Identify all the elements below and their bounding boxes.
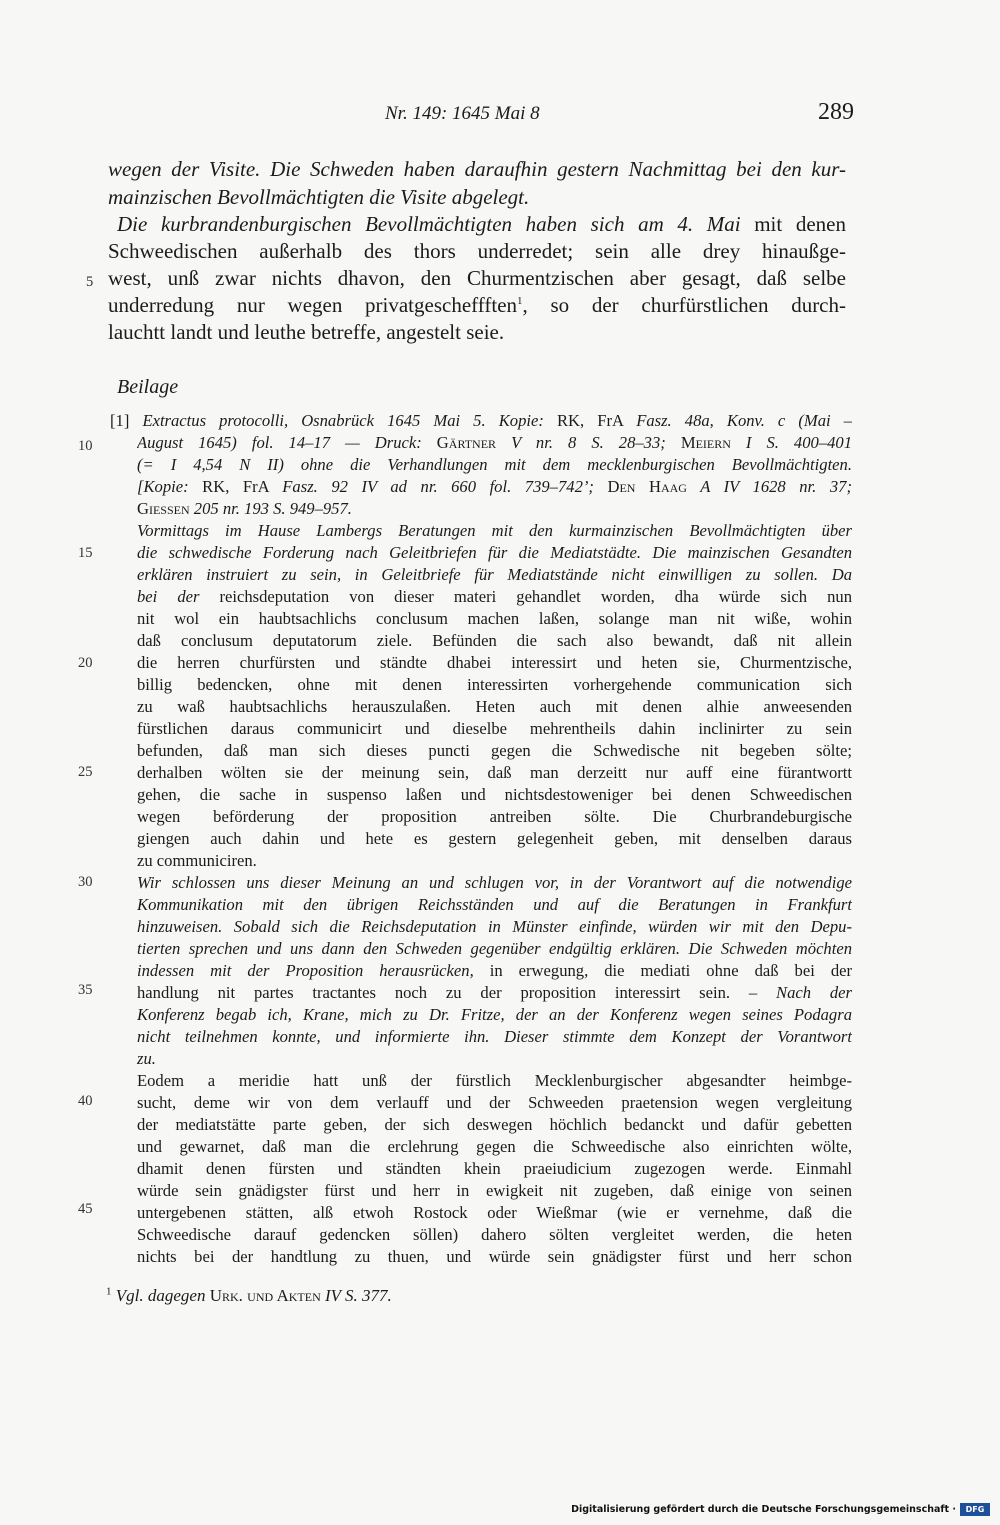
text-line: hinzuweisen. Sobald sich die Reichsdeputation in Münster einfinde, würden wir mit den Depu- [137, 917, 852, 936]
text-line: erklären instruiert zu sein, in Geleitbriefe für Mediatstände nicht einwilligen zu sollen. Da [137, 565, 852, 584]
text-line: nicht teilnehmen konnte, und informierte ihn. Dieser stimmte dem Konzept der Vorantwort [137, 1027, 852, 1046]
text-line: die schwedische Forderung nach Geleitbriefen für die Mediatstädte. Die mainzischen Gesandten [137, 543, 852, 562]
text-line: handlung nit partes tractantes noch zu der proposition interessirt sein. – Nach der [137, 983, 852, 1002]
text-line: und gewarnet, daß man die erclehrung gegen die Schweedische also einrichten wölte, [137, 1137, 852, 1156]
line-number: 10 [78, 438, 93, 454]
running-title: Nr. 149: 1645 Mai 8 [385, 103, 540, 124]
text-line: Giessen 205 nr. 193 S. 949–957. [137, 499, 352, 518]
text-line: sucht, deme wir von dem verlauff und der Schweeden praetension wegen vergleitung [137, 1093, 852, 1112]
text-line: [1] Extractus protocolli, Osnabrück 1645 Mai 5. Kopie: RK, FrA Fasz. 48a, Konv. c (Mai – [110, 411, 852, 430]
text-line: (= I 4,54 N II) ohne die Verhandlungen mit dem mecklenburgischen Bevollmächtigten. [137, 455, 852, 474]
line-number: 30 [78, 874, 93, 890]
text-line: gehen, die sache in suspenso laßen und nichtsdestoweniger bei denen Schweedischen [137, 785, 852, 804]
text-line: August 1645) fol. 14–17 — Druck: Gärtner V nr. 8 S. 28–33; Meiern I S. 400–401 [137, 433, 852, 452]
text-line: giengen auch dahin und hete es gestern gelegenheit geben, mit denselben daraus [137, 829, 852, 848]
footnote-reference: 1 [517, 295, 523, 307]
text-line: bei der reichsdeputation von dieser materi gehandlet worden, dha würde sich nun [137, 587, 852, 606]
text-line: fürstlichen daraus communicirt und dieselbe mehrentheils dahin inclinirter zu sein [137, 719, 852, 738]
text-line: würde sein gnädigster fürst und herr in ewigkeit nit zugeben, daß einige von seinen [137, 1181, 852, 1200]
text-line: Schweedische darauf gedencken söllen) dahero sölten vergleitet werden, die heten [137, 1225, 852, 1244]
line-number: 25 [78, 764, 93, 780]
text-line: indessen mit der Proposition herausrücken, in erwegung, die mediati ohne daß bei der [137, 961, 852, 980]
line-number: 40 [78, 1093, 93, 1109]
text-line: wegen beförderung der proposition antreiben sölte. Die Churbrandeburgische [137, 807, 852, 826]
text-line: untergebenen stätten, alß etwoh Rostock oder Wießmar (wie er vernehme, daß die [137, 1203, 852, 1222]
section-heading: Beilage [117, 376, 179, 398]
line-number: 45 [78, 1201, 93, 1217]
text-line: daß conclusum deputatorum ziele. Befünden die sach also bewandt, daß nit allein [137, 631, 852, 650]
footnote-mark: 1 [106, 1285, 112, 1298]
text-line: tierten sprechen und uns dann den Schweden gegenüber endgültig erklären. Die Schweden möchten [137, 939, 852, 958]
text-line: Konferenz begab ich, Krane, mich zu Dr. Fritze, der an der Konferenz wegen seines Podagra [137, 1005, 852, 1024]
funding-credit: Digitalisierung gefördert durch die Deutsche Forschungsgemeinschaft · [571, 1504, 956, 1515]
page-number: 289 [818, 99, 854, 125]
text-line: der mediatstätte parte geben, der sich deswegen höchlich bedanckt und dafür gebetten [137, 1115, 852, 1134]
text-line: zu waß haubtsachlichs herauszulaßen. Heten auch mit denen alhie anweesenden [137, 697, 852, 716]
text-line: dhamit denen fürsten und ständten khein praeiudicium zugezogen werde. Einmahl [137, 1159, 852, 1178]
line-number: 35 [78, 982, 93, 998]
text-line: zu communiciren. [137, 851, 257, 870]
text-line: nit wol ein haubtsachlichs conclusum machen laßen, solange man nit wiße, wohin [137, 609, 852, 628]
text-line: lauchtt landt und leuthe betreffe, angestelt seie. [108, 320, 505, 344]
text-line: mainzischen Bevollmächtigten die Visite abgelegt. [108, 185, 530, 209]
dfg-logo: DFG [960, 1503, 990, 1516]
text-line: Vormittags im Hause Lambergs Beratungen mit den kurmainzischen Bevollmächtigten über [137, 521, 852, 540]
text-line: west, unß zwar nichts dhavon, den Churmentzischen aber gesagt, daß selbe [108, 266, 846, 290]
text-line: Eodem a meridie hatt unß der fürstlich Mecklenburgischer abgesandter heimbge- [137, 1071, 852, 1090]
text-line: die herren churfürsten und ständte dhabei interessirt und heten sie, Churmentzische, [137, 653, 852, 672]
text-line: befunden, daß man sich dieses puncti gegen die Schwedische nit begeben sölte; [137, 741, 852, 760]
line-number: 15 [78, 545, 93, 561]
text-line: derhalben wölten sie der meinung sein, daß man derzeitt nur auff eine fürantwortt [137, 763, 852, 782]
text-line: Kommunikation mit den übrigen Reichsständen und auf die Beratungen in Frankfurt [137, 895, 852, 914]
text-line: zu. [137, 1049, 156, 1068]
text-line: Schweedischen außerhalb des thors underredet; sein alle drey hinaußge- [108, 239, 846, 263]
text-line: wegen der Visite. Die Schweden haben daraufhin gestern Nachmittag bei den kur- [108, 157, 846, 181]
text-line: Die kurbrandenburgischen Bevollmächtigten haben sich am 4. Mai mit denen [117, 212, 846, 236]
text-line: [Kopie: RK, FrA Fasz. 92 IV ad nr. 660 fol. 739–742’; Den Haag A IV 1628 nr. 37; [137, 477, 852, 496]
text-line: Wir schlossen uns dieser Meinung an und schlugen vor, in der Vorantwort auf die notwendige [137, 873, 852, 892]
text-line: nichts bei der handtlung zu thuen, und würde sein gnädigster fürst und herr schon [137, 1247, 852, 1266]
text-line: billig bedencken, ohne mit denen interessirten vorhergehende communication sich [137, 675, 852, 694]
footnote: $^1$ Vgl. dagegen Urk. und Akten IV S. 377. [106, 1285, 392, 1305]
line-number: 5 [86, 274, 94, 290]
line-number: 20 [78, 655, 93, 671]
text-line: underredung nur wegen privatgescheffften$^1$, so der churfürstlichen durch- [108, 293, 846, 317]
